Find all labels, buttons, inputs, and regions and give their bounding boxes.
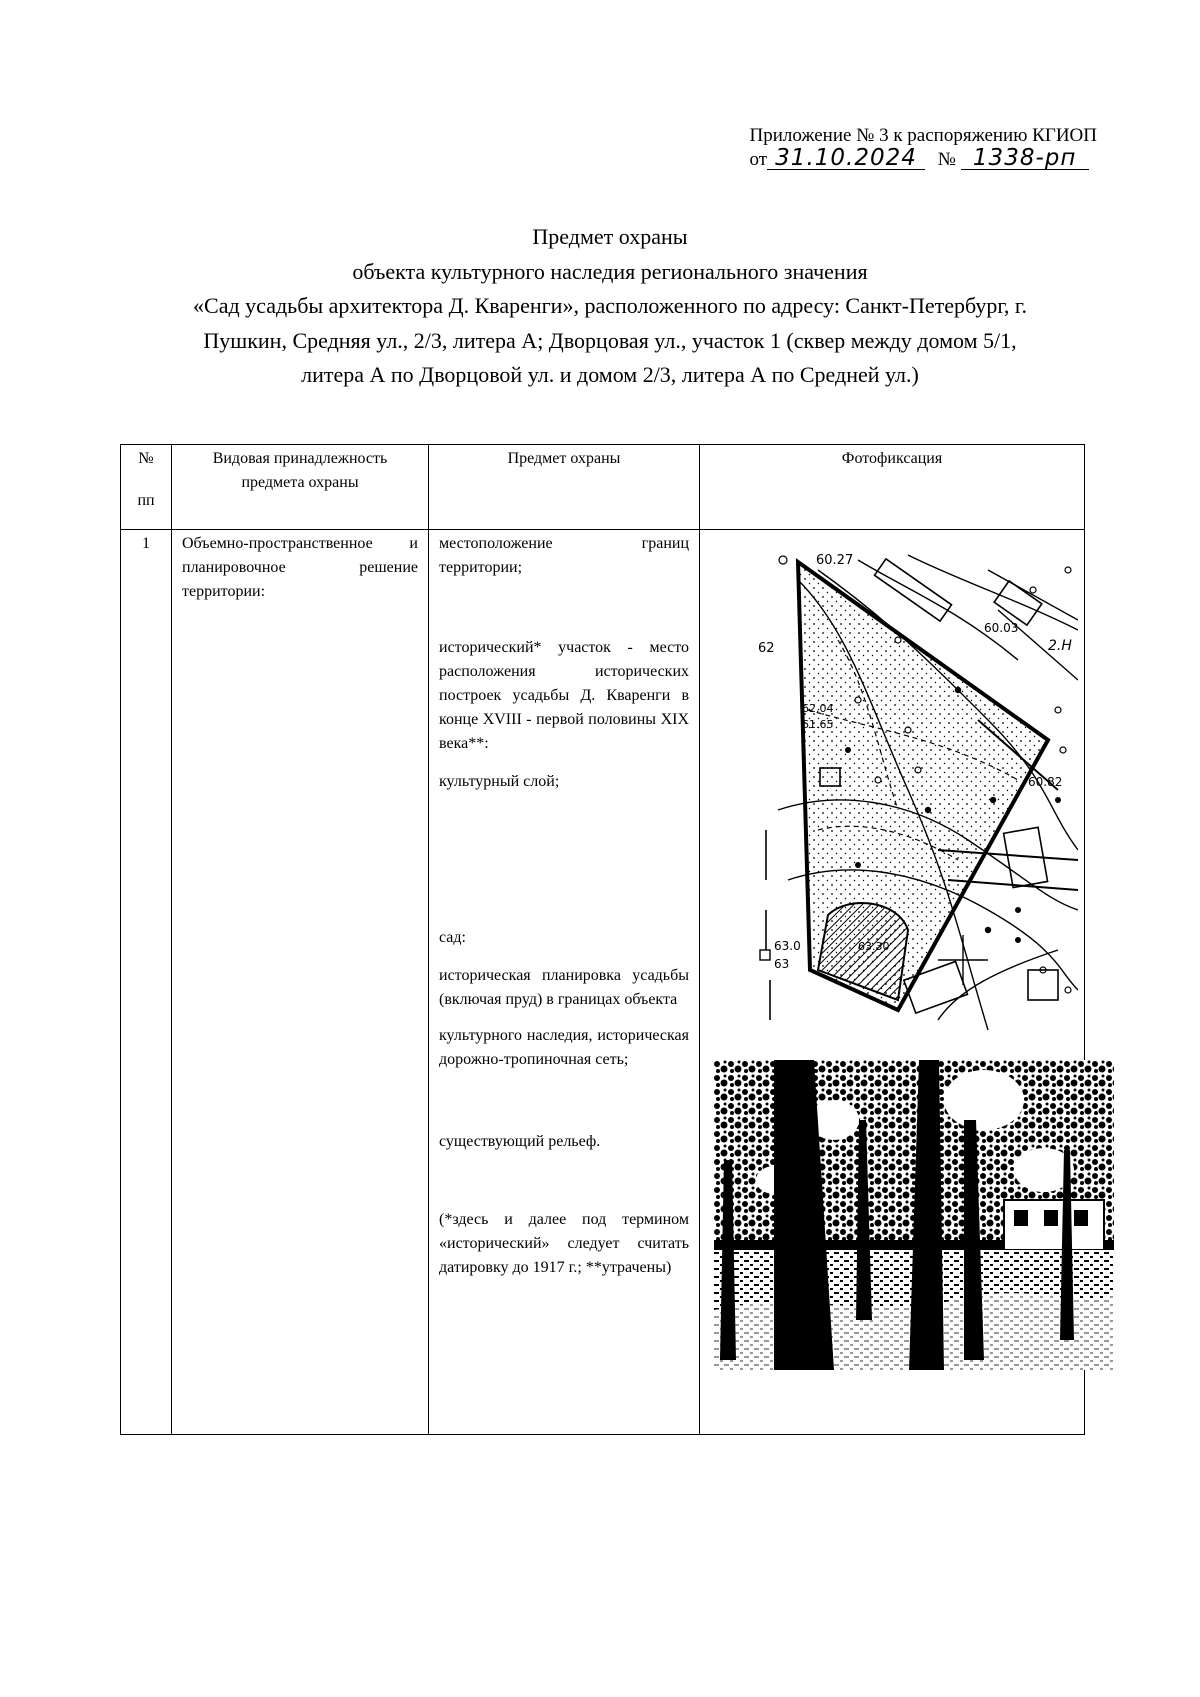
appendix-title: Приложение № 3 к распоряжению КГИОП: [749, 125, 1097, 146]
row-number: 1: [121, 530, 172, 1435]
protection-subject-table: [120, 444, 1085, 1435]
appendix-date-line: [749, 147, 1097, 171]
map-label: 63.30: [858, 940, 890, 953]
subject-item: сад:: [439, 929, 466, 946]
from-label: от: [749, 149, 768, 170]
subject-item: историческая планировка усадьбы (включая пруд) в границах объекта: [439, 967, 689, 1008]
title-line-5: литера А по Дворцовой ул. и домом 2/3, литера А по Средней ул.): [301, 362, 919, 387]
map-label: 60.27: [816, 553, 854, 568]
handwritten-date: 31.10.2024: [767, 147, 925, 170]
subject-item: (*здесь и далее под термином «исторический» следует считать датировку до 1917 г.; **утрачены): [439, 1211, 689, 1276]
map-label: 61.65: [802, 718, 834, 731]
subject-item: культурный слой;: [439, 773, 560, 790]
map-label: 62.04: [802, 702, 834, 715]
site-plan-map: [758, 550, 1078, 1052]
map-label: 62: [758, 641, 775, 656]
row-subject: [429, 530, 700, 1435]
subject-item: исторический* участок - место расположения исторических построек усадьбы Д. Кваренги в конце XVIII - первой половины XIX века**:: [439, 639, 689, 752]
subject-item: местоположение границ территории;: [439, 535, 689, 576]
subject-item: существующий рельеф.: [439, 1133, 601, 1150]
header-subject: Предмет охраны: [429, 445, 700, 530]
number-label: №: [937, 149, 956, 170]
document-title: [130, 220, 1090, 393]
table-header-row: [121, 445, 1085, 530]
title-line-3: «Сад усадьбы архитектора Д. Кваренги», расположенного по адресу: Санкт-Петербург, г.: [193, 293, 1027, 318]
garden-photo: [714, 1060, 1114, 1370]
map-label: 63: [774, 957, 790, 971]
title-line-4: Пушкин, Средняя ул., 2/3, литера А; Дворцовая ул., участок 1 (сквер между домом 5/1,: [203, 327, 1017, 353]
map-label: 60.82: [1028, 775, 1063, 789]
map-label: 2.Н: [1048, 638, 1072, 654]
title-line-2: объекта культурного наследия регионального значения: [352, 258, 868, 284]
row-type: Объемно-пространственное и планировочное решение территории:: [172, 530, 429, 1435]
table-row: [121, 530, 1085, 1435]
header-number: № пп: [121, 445, 172, 530]
row-photo: [700, 530, 1085, 1435]
subject-item: культурного наследия, историческая дорожно-тропиночная сеть;: [439, 1027, 689, 1068]
appendix-header: [749, 124, 1097, 171]
header-photo: Фотофиксация: [700, 445, 1085, 530]
header-type: Видовая принадлежность предмета охраны: [172, 445, 429, 530]
map-label: 60.03: [984, 621, 1019, 635]
map-label: 63.0: [774, 939, 801, 953]
handwritten-number: 1338-рп: [961, 147, 1089, 170]
title-line-1: Предмет охраны: [532, 224, 688, 249]
